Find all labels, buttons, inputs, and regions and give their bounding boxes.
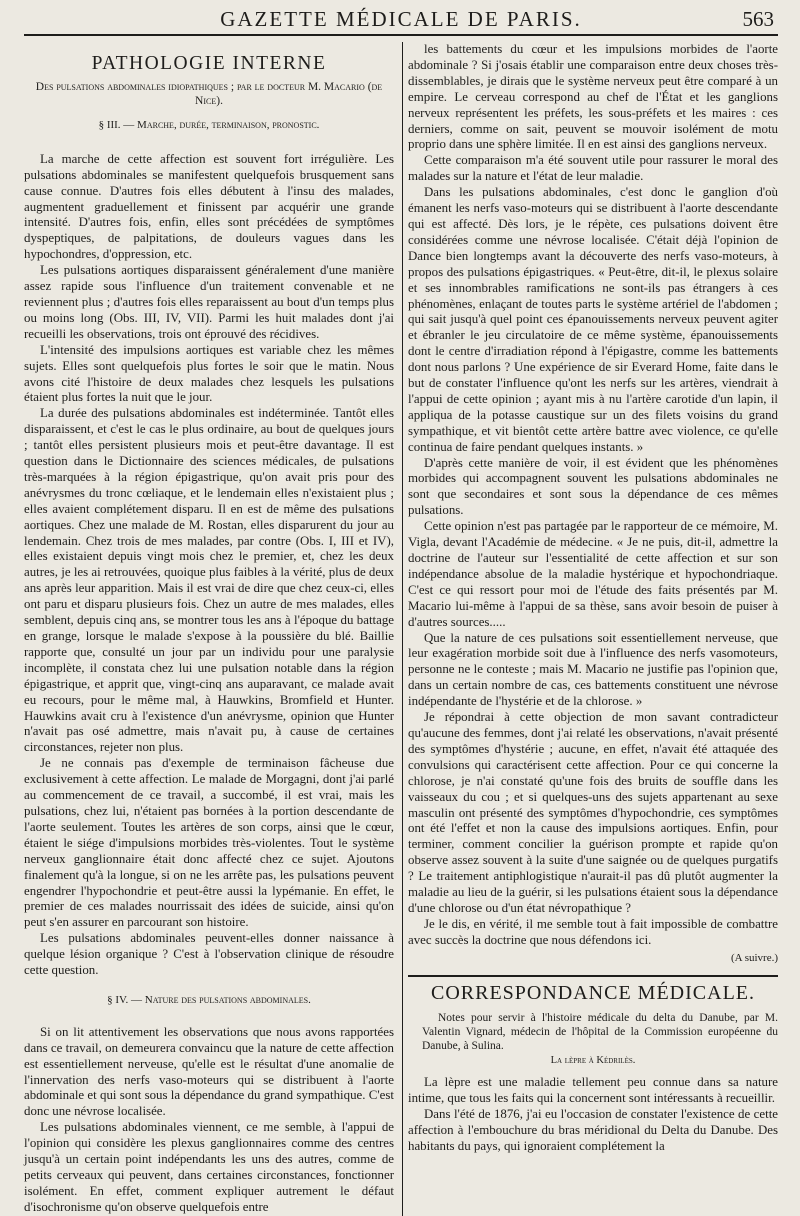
paragraph: Les pulsations abdominales peuvent-elles donner naissance à quelque lésion organique ? C'est à l'observation clinique de résoudre cette question. [24, 931, 394, 978]
paragraph: les battements du cœur et les impulsions morbides de l'aorte abdominale ? Si j'osais établir une comparaison entre deux choses très-dissemblables, je dirais que le système nerveux peut être comparé à un empire. Le cerveau correspond au chef de l'État et les ganglions nerveux représentent les préfets, les sous-préfets et les maires : ces derniers, comme on sait, peuvent se mouvoir isolément de motu proprio dans une sphère limitée. Il en est ainsi des ganglions nerveux. [408, 42, 778, 152]
paragraph: La marche de cette affection est souvent fort irrégulière. Les pulsations abdominales se manifestent quelquefois brusquement sans cause connue. D'autres fois elles débutent à l'insu des malades, augmentent graduellement et finissent par acquérir une grande intensité. D'autres fois, enfin, elles sont précédées de symptômes dyspeptiques, de palpitations, de douleurs vagues dans les hypochondres, d'oppression, etc. [24, 151, 394, 262]
page-number: 563 [742, 7, 774, 31]
paragraph: Que la nature de ces pulsations soit essentiellement nerveuse, que leur exagération morbide soit due à l'influence des nerfs vasomoteurs, personne ne le conteste ; mais M. Macario ne justifie pas l'opinion que, dans un certain nombre de cas, ces battements constituent une névrose indépendante de l'hystérie et de la chlorose. » [408, 630, 778, 709]
columns [24, 42, 778, 1216]
section-title-pathologie: PATHOLOGIE INTERNE [91, 53, 327, 74]
paragraph: Je le dis, en vérité, il me semble tout à fait impossible de combattre avec succès la doctrine que nous défendons ici. [408, 916, 778, 947]
paragraph: La lèpre est une maladie tellement peu connue dans sa nature intime, que tous les faits qui la concernent sont intéressants à recueillir. [408, 1075, 778, 1106]
to-be-continued: (A suivre.) [730, 951, 778, 964]
section-title-correspondance: CORRESPONDANCE MÉDICALE. [430, 981, 756, 1004]
page-header [24, 0, 778, 36]
paragraph: Si on lit attentivement les observations que nous avons rapportées dans ce travail, on demeurera convaincu que la nature de cette affection est essentiellement nerveuse, qu'elle est le résultat d'une anomalie de l'innervation des nerfs vaso-moteurs qui se distribuent à l'aorte abdominale et qui sont sous la dépendance du grand sympathique. C'est donc une névrose localisée. [24, 1024, 394, 1119]
paragraph: Je ne connais pas d'exemple de terminaison fâcheuse due exclusivement à cette affection. Le malade de Morgagni, dont j'ai parlé au commencement de ce travail, a succombé, il est vrai, mais les pulsations, chez lui, n'étaient pas bornées à la portion descendante de l'aorte seulement. Toutes les artères de son corps, ainsi que le cœur, étaient le siége d'impulsions morbides très-violentes. Tout le système nerveux ganglionnaire était donc affecté chez ce sujet. Ajoutons finalement qu'à la longue, si on ne les arrête pas, les pulsations peuvent engendrer l'hypochondrie et peut-être aussi la lypémanie. En effet, le premier de ces malades nourrissait des idées de suicide, ainsi qu'on peut s'en assurer en parcourant son histoire. [24, 756, 394, 930]
paragraph: La durée des pulsations abdominales est indéterminée. Tantôt elles disparaissent, et c'est le cas le plus ordinaire, au bout de quelques jours ; tantôt elles persistent plusieurs mois et peut-être davantage. Il est question dans le Dictionnaire des sciences médicales, de pulsations très-marquées à la région épigastrique, qu'on avait pris pour des anévrysmes du tronc cœliaque, et le lendemain elles n'existaient plus ; elles avaient complétement disparu. Il en est de même des pulsations aortiques. Chez une malade de M. Rostan, elles disparurent du jour au lendemain. Chez trois de mes malades, par contre (Obs. I, III et IV), elles existaient depuis vingt mois chez le premier, et, chez les deux autres, je les ai retrouvées, quoique plus faibles à la vérité, plus de deux ans après leur apparition. Mais il est vrai de dire que chez ceux-ci, elles ont paru et disparu plusieurs fois. Chez un autre de mes malades, elles semblent, depuis cinq ans, se montrer tous les ans à l'époque du battage en grange, lorsque le malade s'expose à la poussière du blé. Baillie rapporte que, consulté un jour par un individu pour une paralysie incomplète, il constata chez lui une pulsation notable dans la région épigastrique, et apprit que, vingt-cinq ans auparavant, ce malade avait eu recours, pour le même mal, à Hauwkins, Bromfield et Hunter. Hauwkins avait cru à l'existence d'un anévrysme, opinion que Hunter n'avait pas osé admettre, mais n'avait pu, à cause de certaines circonstances, rejeter non plus. [24, 406, 394, 755]
paragraph: Cette opinion n'est pas partagée par le rapporteur de ce mémoire, M. Vigla, devant l'Académie de médecine. « Je ne puis, dit-il, admettre la doctrine de l'auteur sur l'essentialité de cette affection et sur son indépendance absolue de la maladie hystérique et hypochondriaque. C'est ce qui ressort pour moi de l'étude des faits présentés par M. Macario lui-même à l'appui de sa thèse, sans avoir besoin de puiser à d'autres sources..... [408, 519, 778, 629]
paragraph: Les pulsations abdominales viennent, ce me semble, à l'appui de l'opinion qui considère les plexus ganglionnaires comme des centres jusqu'à un certain point indépendants les uns des autres, comme de petits cerveaux qui peuvent, dans certaines circonstances, fonctionner isolément. En effet, comment expliquer autrement le défaut d'isochronisme qu'on observe quelquefois entre [24, 1120, 394, 1214]
article-subtitle: Des pulsations abdominales idiopathiques ; par le docteur M. Macario (de Nice). [35, 80, 383, 107]
paragraph: Je répondrai à cette objection de mon savant contradicteur qu'aucune des femmes, dont j'ai relaté les observations, n'avait présenté des symptômes d'hystérie ; aucune, en effet, n'avait été attaquée des convulsions qui caractérisent cette affection. Pour ce qui concerne la chlorose, je n'ai constaté qu'une fois des bruits de souffle dans les vaisseaux du cou ; et si quelques-uns des sujets appartenant au sexe masculin ont présenté des symptômes d'hypochondrie, ces symptômes ont été l'effet et non la cause des impulsions aortiques. Enfin, pour terminer, comment concilier la guérison prompte et rapide qu'on observe assez souvent à la suite d'une saignée ou de quelques purgatifs ? Le traitement antiphlogistique n'aurait-il pas dû plutôt augmenter la maladie au lieu de la guérir, si les pulsations étaient sous la dépendance d'une chlorose ou d'un état névropathique ? [408, 710, 778, 915]
paragraph: Dans les pulsations abdominales, c'est donc le ganglion d'où émanent les nerfs vaso-moteurs qui se distribuent à l'aorte descendante qui est affecté. Dès lors, je le répète, ces pulsations doivent être considérées comme une névrose localisée. C'était déjà l'opinion de Dance bien longtemps avant la découverte des nerfs vaso-moteurs, à propos des pulsations épigastriques. « Peut-être, dit-il, le plexus solaire et ses innombrables ramifications ne sont-ils pas étrangers à ces phénomènes, enlaçant de toutes parts le système artériel de l'abdomen ; qui sait jusqu'à quel point ces épanouissements nerveux peuvent agiter et ébranler le jeu circulatoire de ce même système, épanouissements dont le centre d'irradiation répond à l'épigastre, comme les battements dont nous parlons ? Une expérience de sir Everard Home, faite dans le but de constater l'influence qu'ont les nerfs sur les artères, viendrait à l'appui de cette opinion ; ayant mis à nu l'artère carotide d'un lapin, il appliqua de la potasse caustique sur un des filets voisins du grand sympathique, et vit bientôt cette artère battre avec violence, ce qu'elle continua de faire pendant quelques instants. » [408, 185, 778, 454]
paragraph: Les pulsations aortiques disparaissent généralement d'une manière assez rapide sous l'influence d'un traitement convenable et ne reviennent plus ; d'autres fois elles reparaissent au bout d'un temps plus ou moins long (Obs. III, IV, VII). Parmi les huit malades dont j'ai recueilli les observations, trois ont éprouvé des récidives. [24, 263, 394, 341]
paragraph: Dans l'été de 1876, j'ai eu l'occasion de constater l'existence de cette affection à l'embouchure du bras méridional du Delta du Danube. Des habitants du pays, qui ignoraient complétement la [408, 1107, 778, 1153]
correspondance-heading: La lèpre à Kédrilès. [550, 1055, 636, 1067]
journal-title: GAZETTE MÉDICALE DE PARIS. [220, 7, 582, 31]
paragraph: D'après cette manière de voir, il est évident que les phénomènes morbides qui accompagnent souvent les pulsations abdominales ne sont que secondaires et sont sous la dépendance de ces mêmes pulsations. [408, 455, 778, 518]
part-4-heading: § IV. — Nature des pulsations abdominales. [107, 993, 311, 1006]
part-3-heading: § III. — Marche, durée, terminaison, pronostic. [98, 118, 320, 131]
paragraph: Cette comparaison m'a été souvent utile pour rassurer le moral des malades sur la nature et l'état de leur maladie. [408, 153, 778, 184]
left-column [24, 42, 403, 1216]
paragraph: L'intensité des impulsions aortiques est variable chez les mêmes sujets. Elles sont quelquefois plus fortes le soir que le matin. Nous avons cité l'histoire de deux malades chez lesquels les pulsations étaient plus fortes la nuit que le jour. [24, 342, 394, 405]
correspondance-subtitle: Notes pour servir à l'histoire médicale du delta du Danube, par M. Valentin Vignard, médecin de l'hôpital de la Commission européenne du Danube, à Sulina. [422, 1012, 778, 1053]
right-column [408, 42, 778, 1216]
section-divider [408, 975, 778, 977]
